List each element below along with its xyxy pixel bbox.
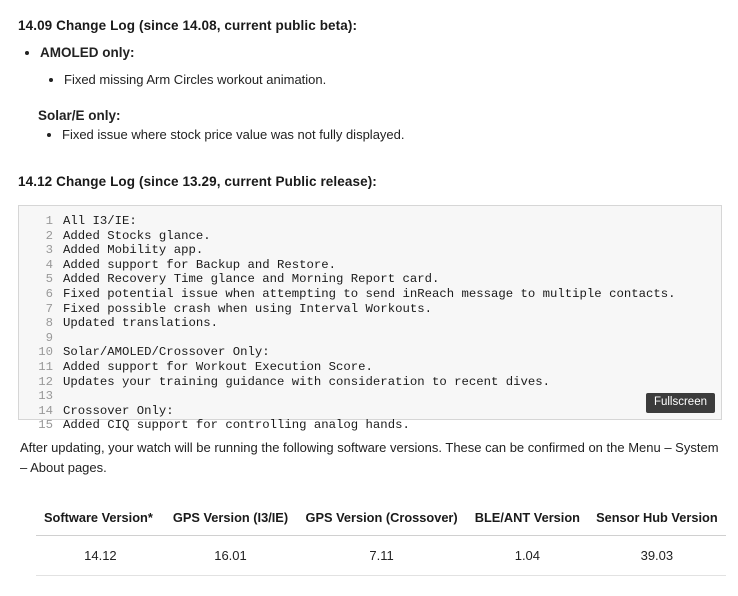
code-line-number: 6	[45, 286, 53, 301]
code-line-number: 11	[38, 359, 53, 374]
code-block-inner	[19, 206, 721, 433]
code-line: Crossover Only:	[63, 403, 174, 418]
code-line	[63, 331, 721, 346]
code-line	[63, 389, 721, 404]
code-line-number: 8	[45, 316, 53, 331]
column-header-software-version: Software Version*	[36, 504, 165, 536]
code-line-number: 7	[45, 301, 53, 316]
table-header-row	[36, 504, 726, 536]
amoled-section-list	[18, 45, 722, 90]
code-block[interactable]	[18, 205, 722, 433]
code-line-number: 5	[45, 272, 53, 287]
solar-e-only-heading: Solar/E only:	[38, 107, 121, 123]
code-block-content	[61, 214, 721, 433]
code-line-number: 1	[45, 214, 53, 228]
column-header-gps-i3ie: GPS Version (I3/IE)	[165, 504, 296, 536]
after-update-text: After updating, your watch will be running the following software versions. These can be confirmed on the Menu – System – About pages.	[20, 440, 719, 476]
column-header-ble-ant: BLE/ANT Version	[467, 504, 588, 536]
code-line: Fixed possible crash when using Interval Workouts.	[63, 301, 432, 316]
column-header-gps-crossover: GPS Version (Crossover)	[296, 504, 467, 536]
code-line-number: 2	[45, 228, 53, 243]
code-line-number: 9	[45, 330, 53, 345]
code-line: Updated translations.	[63, 316, 218, 331]
code-line-number: 4	[45, 257, 53, 272]
table-row	[36, 536, 726, 576]
code-line: Added Mobility app.	[63, 243, 204, 258]
code-line: All I3/IE:	[63, 214, 137, 228]
code-line: Added support for Workout Execution Score.	[63, 359, 373, 374]
code-line-numbers	[19, 214, 61, 433]
amoled-only-label: AMOLED only:	[40, 45, 135, 60]
cell-gps-i3ie: 16.01	[165, 536, 296, 576]
software-versions-table	[36, 504, 726, 576]
changelog-heading-1409: 14.09 Change Log (since 14.08, current public beta):	[18, 18, 358, 33]
code-line: Added CIQ support for controlling analog hands.	[63, 418, 410, 433]
cell-sensor-hub: 39.03	[588, 536, 726, 576]
code-line: Fixed potential issue when attempting to send inReach message to multiple contacts.	[63, 286, 676, 301]
code-line-number: 12	[38, 374, 53, 389]
solar-items-list	[18, 125, 722, 145]
cell-ble-ant: 1.04	[467, 536, 588, 576]
code-line-number: 14	[38, 403, 53, 418]
list-item: • Fixed missing Arm Circles workout animation.	[64, 70, 722, 90]
code-line: Added Recovery Time glance and Morning Report card.	[63, 272, 440, 287]
code-line: Added Stocks glance.	[63, 228, 211, 243]
code-line-number: 10	[38, 345, 53, 360]
bullet-amoled-only	[40, 45, 722, 90]
amoled-items-list	[40, 70, 722, 90]
code-line-number: 15	[38, 418, 53, 433]
list-item: • Fixed issue where stock price value was not fully displayed.	[62, 125, 722, 145]
code-line-number: 13	[38, 389, 53, 404]
code-line: Added support for Backup and Restore.	[63, 257, 337, 272]
cell-software-version: 14.12	[36, 536, 165, 576]
column-header-sensor-hub: Sensor Hub Version	[588, 504, 726, 536]
cell-gps-crossover: 7.11	[296, 536, 467, 576]
changelog-heading-1412: 14.12 Change Log (since 13.29, current Public release):	[18, 174, 377, 189]
fullscreen-button[interactable]: Fullscreen	[646, 393, 715, 413]
code-line: Solar/AMOLED/Crossover Only:	[63, 345, 270, 360]
code-line-number: 3	[45, 243, 53, 258]
code-line: Updates your training guidance with consideration to recent dives.	[63, 374, 551, 389]
